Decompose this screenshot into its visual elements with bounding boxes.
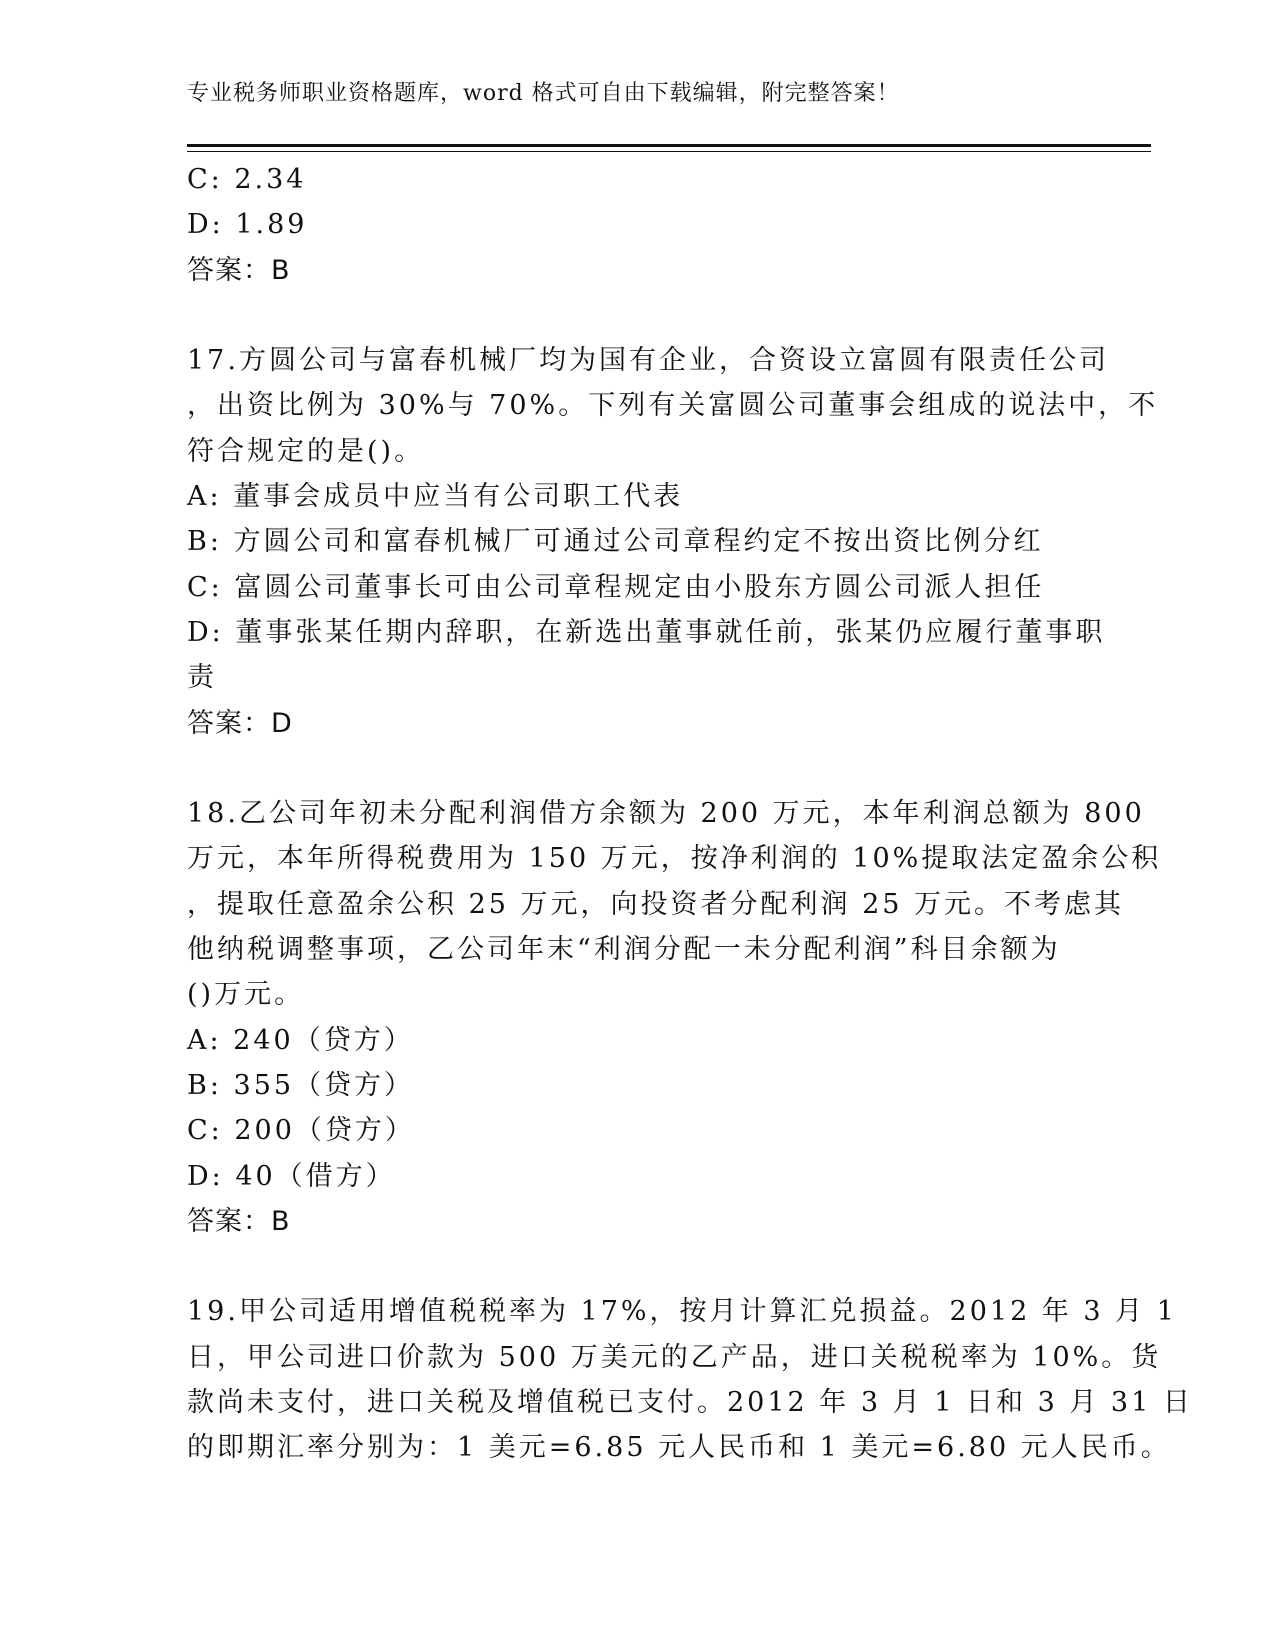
q19-stem-line: 19.甲公司适用增值税税率为 17%，按月计算汇兑损益。2012 年 3 月 1 [187, 1296, 1177, 1328]
prev-option-c: C: 2.34 [187, 164, 307, 195]
q18-stem-line: 万元，本年所得税费用为 150 万元，按净利润的 10%提取法定盈余公积 [187, 843, 1162, 875]
q17-answer: 答案：D [187, 707, 293, 739]
q17-option-b: B: 方圆公司和富春机械厂可通过公司章程约定不按出资比例分红 [187, 526, 1044, 558]
header-rule-thick [187, 144, 1151, 147]
q18-stem-line: 他纳税调整事项，乙公司年末“利润分配一未分配利润”科目余额为 [187, 934, 1061, 966]
q17-stem-line: 符合规定的是()。 [187, 435, 425, 467]
question-18 [187, 791, 1162, 1244]
question-17 [187, 338, 1159, 746]
q17-stem-line: ，出资比例为 30%与 70%。下列有关富圆公司董事会组成的说法中，不 [187, 390, 1159, 422]
q19-stem-line: 的即期汇率分别为：1 美元=6.85 元人民币和 1 美元=6.80 元人民币。 [187, 1432, 1171, 1464]
q18-stem-line: 18.乙公司年初未分配利润借方余额为 200 万元，本年利润总额为 800 [187, 798, 1145, 830]
q18-answer: 答案：B [187, 1205, 291, 1237]
q17-option-a: A: 董事会成员中应当有公司职工代表 [187, 481, 684, 513]
question-19 [187, 1289, 1193, 1470]
header-rule-thin [187, 151, 1151, 152]
page-header: 专业税务师职业资格题库，word 格式可自由下载编辑，附完整答案！ [187, 81, 900, 106]
q18-option-d: D: 40（借方） [187, 1160, 396, 1192]
q18-stem-line: ，提取任意盈余公积 25 万元，向投资者分配利润 25 万元。不考虑其 [187, 888, 1125, 920]
q19-stem-line: 日，甲公司进口价款为 500 万美元的乙产品，进口关税税率为 10%。货 [187, 1341, 1162, 1373]
q18-stem-line: ()万元。 [187, 979, 305, 1011]
q18-option-b: B: 355（贷方） [187, 1069, 415, 1101]
q17-option-d: D: 董事张某任期内辞职，在新选出董事就任前，张某仍应履行董事职 [187, 616, 1106, 648]
q17-stem-line: 17.方圆公司与富春机械厂均为国有企业，合资设立富圆有限责任公司 [187, 345, 1109, 377]
q19-stem-line: 款尚未支付，进口关税及增值税已支付。2012 年 3 月 1 日和 3 月 31 日 [187, 1387, 1193, 1419]
q17-option-c: C: 富圆公司董事长可由公司章程规定由小股东方圆公司派人担任 [187, 571, 1045, 603]
document-body [187, 157, 1193, 1471]
spacer [187, 746, 1087, 791]
q18-option-a: A: 240（贷方） [187, 1024, 414, 1056]
spacer [187, 293, 1087, 338]
prev-option-d: D: 1.89 [187, 209, 308, 241]
q17-option-d-cont: 责 [187, 662, 217, 694]
q18-option-c: C: 200（贷方） [187, 1115, 415, 1147]
prev-answer: 答案：B [187, 254, 291, 286]
spacer [187, 1244, 1087, 1289]
